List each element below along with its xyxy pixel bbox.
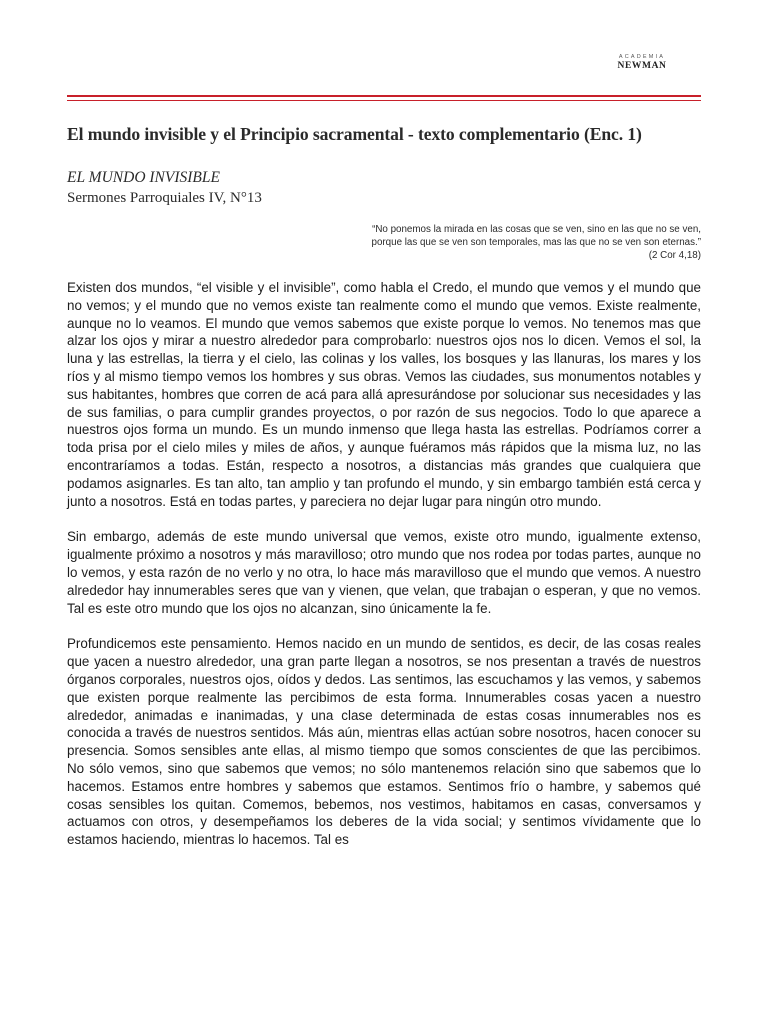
epigraph-line-2: porque las que se ven son temporales, mas las que no se ven son eternas.” xyxy=(371,237,701,248)
body-paragraph-1: Existen dos mundos, “el visible y el invisible”, como habla el Credo, el mundo que vemos y el mundo que no vemos; y el mundo que no vemos existe tan realmente como el mundo que vemos. Existe realmente, aunque no lo veamos. El mundo que vemos sabemos que existe porque lo vemos. No tenemos mas que alzar los ojos y mirar a nuestro alrededor para comprobarlo: nuestros ojos nos lo dicen. Vemos el sol, la luna y las estrellas, la tierra y el cielo, las colinas y los valles, los bosques y las llanuras, los mares y los ríos y al mismo tiempo vemos los hombres y sus obras. Vemos las ciudades, sus monumentos notables y sus habitantes, hombres que corren de acá para allá apresurándose por solucionar sus necesidades y las de sus familias, o para cumplir grandes proyectos, o por razón de sus negocios. Todo lo que aparece a nuestros ojos forma un mundo. Es un mundo inmenso que llega hasta las estrellas. Podríamos correr a toda prisa por el cielo miles y miles de años, y aunque fuéramos más rápidos que la misma luz, no las encontraríamos a todas. Están, respecto a nosotros, a distancias más grandes que cualquiera que podamos asignarles. Es tan alto, tan amplio y tan profundo el mundo, y sin embargo también está cerca y junto a nosotros. Está en todas partes, y pareciera no dejar lugar para ningún otro mundo. xyxy=(67,280,701,509)
header-rule-top xyxy=(67,95,701,97)
logo-newman-text: NEWMAN xyxy=(617,61,667,71)
sermon-title: EL MUNDO INVISIBLE xyxy=(67,169,220,186)
academia-newman-logo xyxy=(612,53,672,71)
epigraph-quote xyxy=(261,223,701,262)
sermon-source: Sermones Parroquiales IV, N°13 xyxy=(67,190,262,206)
header-rule-bottom xyxy=(67,100,701,101)
logo-academia-text: ACADEMIA xyxy=(618,54,666,60)
epigraph-line-1: “No ponemos la mirada en las cosas que se ven, sino en las que no se ven, xyxy=(372,224,701,235)
epigraph-reference: (2 Cor 4,18) xyxy=(648,250,701,261)
body-paragraph-3: Profundicemos este pensamiento. Hemos nacido en un mundo de sentidos, es decir, de las cosas reales que yacen a nuestro alrededor, una gran parte llegan a nosotros, se nos presentan a través de nuestros órganos corporales, nuestros ojos, oídos y dedos. Las sentimos, las escuchamos y las vemos, y sabemos que existen porque realmente las percibimos de esta forma. Innumerables cosas yacen a nuestro alrededor, animadas e inanimadas, y una clase determinada de estas cosas innumerables nos es conocida a través de nuestros sentidos. Más aún, mientras ellas actúan sobre nosotros, hacen conocer su presencia. Somos sensibles ante ellas, al mismo tiempo que somos conscientes de que las percibimos. No sólo vemos, sino que sabemos que vemos; no sólo mantenemos relación sino que sabemos que lo hacemos. Estamos entre hombres y sabemos que estamos. Sentimos frío o hambre, y sabemos qué cosas sensibles los quitan. Comemos, bebemos, nos vestimos, habitamos en casas, conversamos y actuamos con otros, y desempeñamos los deberes de la vida social; y sentimos vívidamente que lo estamos haciendo, mientras lo hacemos. Tal es xyxy=(67,636,701,848)
body-paragraph-2: Sin embargo, además de este mundo universal que vemos, existe otro mundo, igualmente extenso, igualmente próximo a nosotros y más maravilloso; otro mundo que nos rodea por todas partes, aunque no lo vemos, y esta razón de no verlo y no otra, lo hace más maravilloso que el mundo que vemos. A nuestro alrededor hay innumerables seres que van y vienen, que velan, que trabajan o esperan, y que no vemos. Tal es este otro mundo que los ojos no alcanzan, sino únicamente la fe. xyxy=(67,529,701,616)
document-title: El mundo invisible y el Principio sacramental - texto complementario (Enc. 1) xyxy=(67,124,642,144)
document-body xyxy=(67,279,701,867)
